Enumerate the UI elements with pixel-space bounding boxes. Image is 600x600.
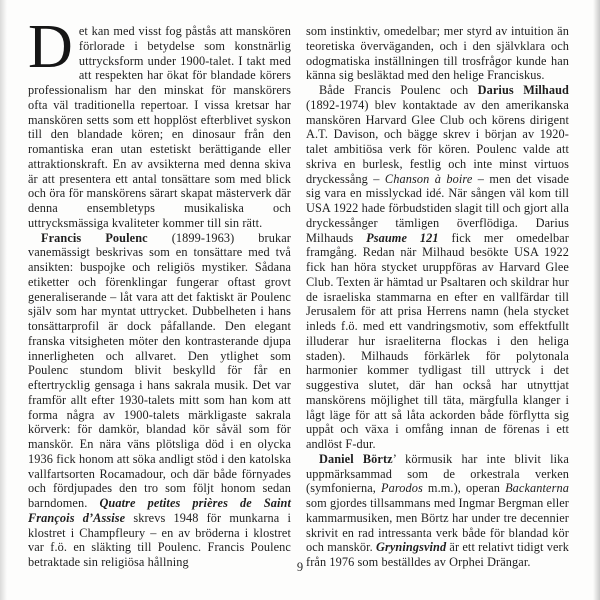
paragraph-text: m.m.), operan <box>422 481 506 496</box>
composer-name-bold: Daniel Börtz <box>319 451 393 466</box>
paragraph-text: ’ körmusik har inte blivit lika uppmärksammad som de orkestrala verken (symfonierna, <box>306 451 569 496</box>
work-title: Quatre petites prières de Saint François d’Assise <box>28 496 291 525</box>
work-title: Chanson à boire <box>384 171 473 186</box>
drop-cap: D <box>28 13 73 81</box>
paragraph-text: et kan med visst fog påstås att manskören förlorade i betydelse som konstnärlig uttrycksform under 1900-talet. I takt med att respekten har ökat för blandade körers professionalism har den minskat för manskörers ofta väl traditionella repertoar. I vissa kretsar har manskören setts som ett hopplöst efterblivet syskon till den blandade kören; en dinosaur från den romantiska eran utan estetiskt berättigande eller attraktionskraft. En av avsikterna med denna skiva är att presentera ett antal tonsättare som med blick och öra för manskörens särart skapat mästerverk där denna ensembletyps musikaliska och uttrycksmässiga kvaliteter kommer till sin rätt. <box>28 24 291 230</box>
work-title: Gryningsvind <box>376 540 447 555</box>
work-title: Psaume 121 <box>366 230 439 245</box>
intro-paragraph <box>28 13 291 231</box>
paragraph-text: – men det visade sig vara en misslyckad idé. När sången väl kom till USA 1922 hade förbudstiden slagit till och gjort alla dryckessånger tämligen överflödiga. Darius Milhauds <box>306 171 570 245</box>
work-title: Backanterna <box>505 481 569 496</box>
paragraph-text: Både Francis Poulenc och <box>319 83 478 97</box>
text-column-left <box>28 13 292 570</box>
paragraph-text: skrevs 1948 för munkarna i klostret i Champfleury – en av bröderna i klostret var f.ö. en släkting till Poulenc. Francis Poulenc betraktade sin religiösa hållning <box>28 510 292 569</box>
continuation-paragraph <box>306 24 569 83</box>
bortz-paragraph <box>306 452 569 570</box>
paragraph-text: som gjordes tillsammans med Ingmar Bergman eller kammarmusiken, men Börtz har under tre decennier skrivit en rad intressanta verk både för blandad kör och manskör. <box>306 496 569 555</box>
composer-name-bold: Francis Poulenc <box>41 230 148 245</box>
page-number: 9 <box>296 560 304 574</box>
composer-name-bold: Darius Milhaud <box>477 83 569 97</box>
text-column-right <box>306 24 569 570</box>
paragraph-text: som instinktiv, omedelbar; mer styrd av intuition än teoretiska överväganden, och i den självklara och odogmatiska inställningen till trosfrågor kunde han känna sig besläktad med den helige Franciskus. <box>306 24 569 83</box>
milhaud-paragraph <box>306 83 569 452</box>
paragraph-text: fick mer omedelbar framgång. Redan när Milhaud besökte USA 1922 fick han höra stycket uruppföras av Harvard Glee Club. Texten är hämtad ur Psaltaren och skildrar hur de israeliska stammarna en efter en vallfärdar till Jerusalem för att prisa Herrens namn (hela stycket inleds f.ö. med ett vandringsmotiv, som effektfullt illuderar hur israeliterna flockas i den heliga staden). Milhauds förkärlek för polytonala harmonier kommer tydligast till uttryck i det suggestiva slutet, där han också har utnyttjat manskörens möjlighet till täta, märgfulla klanger i lågt läge för att så låta ackorden både förflytta sig uppåt och växa i omfång innan de förenas i ett andlöst F-dur. <box>306 230 569 451</box>
paragraph-text: är ett relativt tidigt verk från 1976 som beställdes av Orphei Drängar. <box>306 540 569 569</box>
paragraph-text: (1899-1963) brukar vanemässigt beskrivas som en tonsättare med två ansikten: buspojke och religiös mystiker. Sådana etiketter och förenklingar fungerar oftast grovt generaliserande – låt vara att det faktiskt är Poulenc själv som har myntat uttrycket. Dubbelheten i hans tonsättarprofil är dock påfallande. Den elegant franska vitsigheten möter den kontrasterande djupa innerligheten och allvaret. Den ytlighet som Poulenc stundom blivit beskylld för får en eftertrycklig gensaga i hans sakrala musik. Det var framför allt efter 1930-talets mitt som han kom att forma några av 1900-talets märkligaste sakrala körverk: för damkör, blandad kör såväl som för manskör. En nära väns plötsliga död i en olycka 1936 fick honom att söka andligt stöd i den katolska vallfartsorten Rocamadour, och där både förnyades och fördjupades den tro som följt honom sedan barndomen. <box>28 230 291 510</box>
work-title: Parodos <box>380 481 423 496</box>
paragraph-text: (1892-1974) blev kontaktade av den amerikanska manskören Harvard Glee Club och körens dirigent A.T. Davison, och bägge skrev i början av 1920-talet ambitiösa verk för kören. Poulenc valde att skriva en burlesk, festlig och inte minst virtuos dryckessång – <box>306 97 569 186</box>
poulenc-paragraph <box>28 231 291 570</box>
page-footer <box>0 560 600 575</box>
